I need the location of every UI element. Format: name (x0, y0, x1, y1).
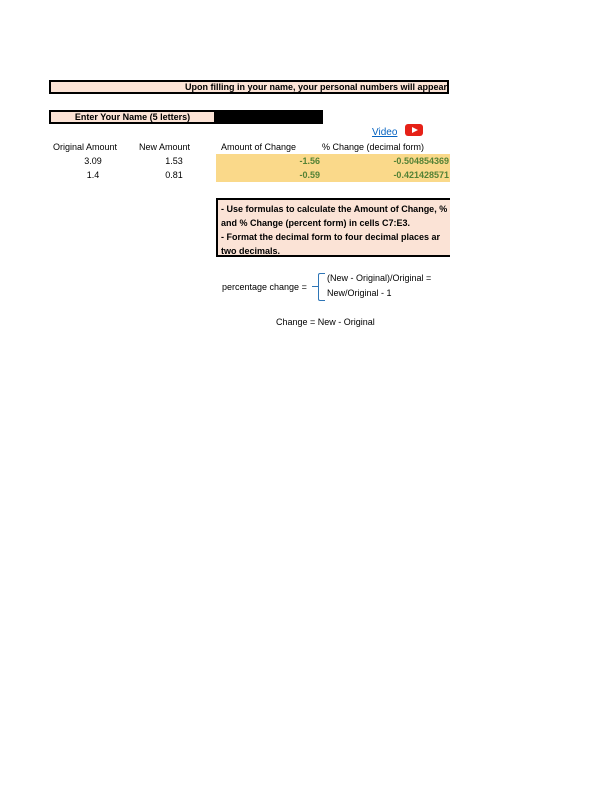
row2-percent-change[interactable]: -0.421428571 (393, 170, 449, 180)
row2-new[interactable]: 0.81 (165, 170, 183, 180)
name-entry-label: Enter Your Name (5 letters) (49, 110, 216, 124)
header-original-amount: Original Amount (53, 142, 118, 152)
instruction-line: - Format the decimal form to four decimal places ar (221, 232, 441, 242)
row1-new[interactable]: 1.53 (165, 156, 183, 166)
name-input-cell[interactable] (216, 110, 323, 124)
row1-original[interactable]: 3.09 (84, 156, 102, 166)
formula-brace (318, 273, 325, 301)
banner-text: Upon filling in your name, your personal numbers will appear (184, 82, 447, 92)
row1-change[interactable]: -1.56 (299, 156, 320, 166)
name-banner (49, 80, 449, 94)
youtube-play-icon[interactable] (405, 124, 423, 136)
instruction-line: two decimals. (221, 246, 281, 256)
video-link[interactable]: Video (372, 127, 398, 138)
instruction-line: and % Change (percent form) in cells C7:E3. (221, 218, 411, 228)
change-formula: Change = New - Original (276, 317, 375, 327)
header-percent-change: % Change (decimal form) (322, 142, 425, 152)
percentage-formula-2: New/Original - 1 (327, 288, 392, 298)
row2-original[interactable]: 1.4 (86, 170, 100, 180)
row1-percent-change[interactable]: -0.504854369 (393, 156, 449, 166)
row2-change[interactable]: -0.59 (299, 170, 320, 180)
header-amount-of-change: Amount of Change (221, 142, 297, 152)
instructions-box (216, 198, 450, 257)
header-new-amount: New Amount (139, 142, 191, 152)
percentage-change-label: percentage change = (222, 282, 307, 292)
instruction-line: - Use formulas to calculate the Amount of Change, % (221, 204, 448, 214)
percentage-formula-1: (New - Original)/Original = (327, 273, 432, 283)
